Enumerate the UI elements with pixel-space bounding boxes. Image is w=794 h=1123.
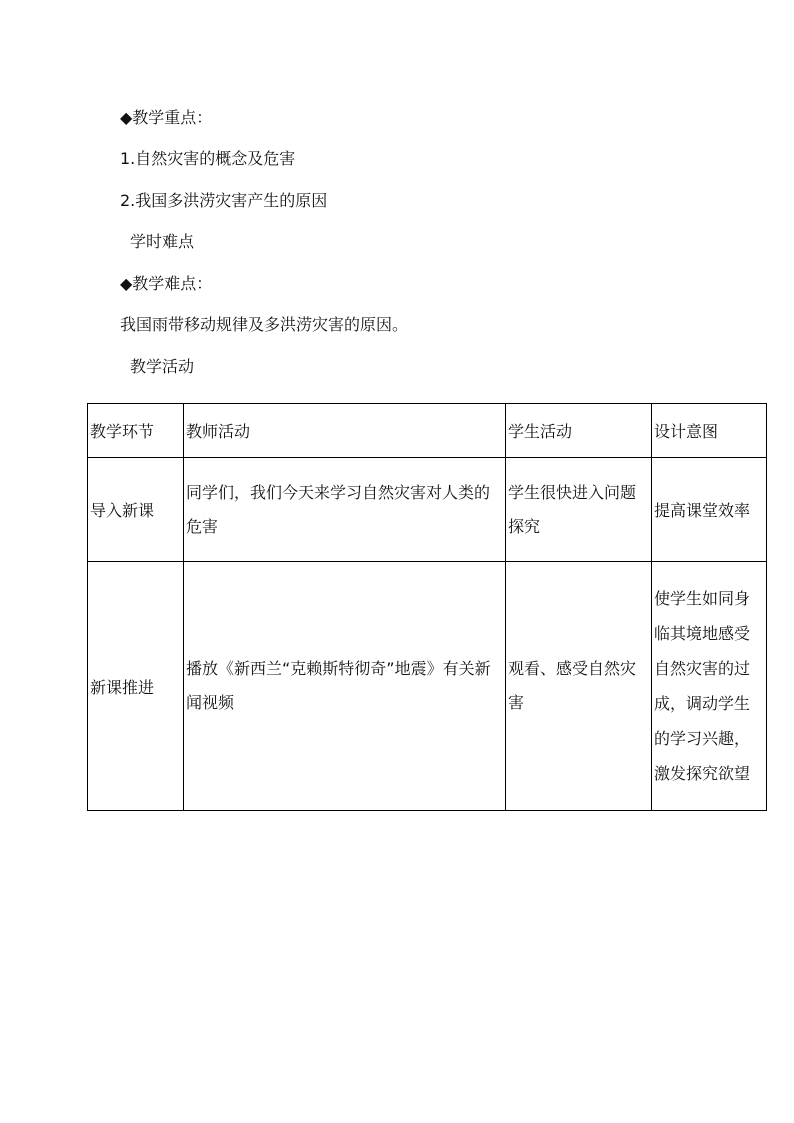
cell-teacher-activity: [184, 562, 506, 811]
cell-teacher-activity-text: 播放《新西兰“克赖斯特彻奇”地震》有关新闻视频: [186, 659, 491, 712]
study-difficulty-heading: 学时难点: [130, 232, 195, 251]
cell-stage: 导入新课: [88, 458, 184, 562]
activity-heading: 教学活动: [130, 357, 195, 376]
cell-stage: 新课推进: [88, 562, 184, 811]
key-points-heading: ◆教学重点：: [120, 108, 213, 127]
cell-student-activity-text: 观看、感受自然灾害: [508, 659, 637, 712]
cell-teacher-activity-text: 同学们，我们今天来学习自然灾害对人类的危害: [186, 482, 491, 536]
key-point-2: 2.我国多洪涝灾害产生的原因: [120, 191, 328, 210]
cell-student-activity: [506, 562, 652, 811]
table-row: [88, 458, 767, 562]
cell-design-intent-text: 使学生如同身临其境地感受自然灾害的过成，调动学生的学习兴趣，激发探究欲望: [654, 589, 751, 783]
header-student-activity: 学生活动: [506, 404, 652, 458]
difficulty-heading: ◆教学难点：: [120, 274, 213, 293]
table-row: [88, 562, 767, 811]
header-design-intent: 设计意图: [652, 404, 767, 458]
header-teacher-activity: 教师活动: [184, 404, 506, 458]
cell-design-intent: [652, 562, 767, 811]
table-header-row: [88, 404, 767, 458]
cell-teacher-activity: [184, 458, 506, 562]
key-point-1: 1.自然灾害的概念及危害: [120, 149, 296, 168]
cell-design-intent: 提高课堂效率: [652, 458, 767, 562]
header-stage: 教学环节: [88, 404, 184, 458]
lesson-activity-table: [87, 403, 767, 811]
cell-student-activity-text: 学生很快进入问题探究: [508, 482, 637, 536]
difficulty-text: 我国雨带移动规律及多洪涝灾害的原因。: [120, 315, 409, 334]
cell-student-activity: [506, 458, 652, 562]
